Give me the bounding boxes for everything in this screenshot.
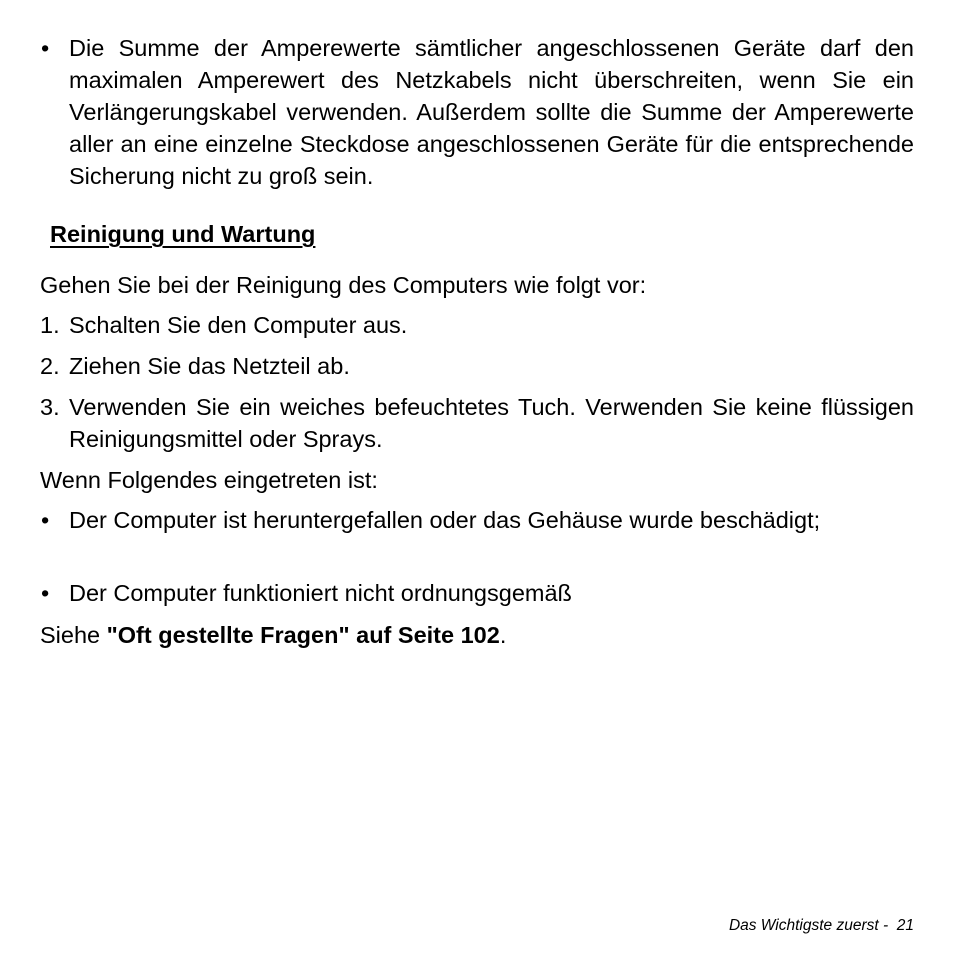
bullet-text: Die Summe der Amperewerte sämtlicher angeschlossenen Geräte darf den maximalen Amperewert des Netzkabels nicht überschreiten, wenn Sie ein Verlängerungskabel verwenden. Außerdem sollte die Summe der Amperewerte aller an eine einzelne Steckdose angeschlossenen Geräte für die entsprechende Sicherung nicht zu groß sein. (69, 35, 914, 189)
condition-intro: Wenn Folgendes eingetreten ist: (40, 467, 378, 493)
condition-item-2 (40, 577, 914, 609)
faq-cross-reference-link[interactable]: "Oft gestellte Fragen" auf Seite 102 (106, 622, 500, 648)
bullet-marker: • (41, 35, 50, 61)
see-suffix: . (499, 622, 507, 648)
bullet-item-power-rating (40, 32, 914, 192)
step-number: 3. (40, 394, 60, 420)
page-footer: Das Wichtigste zuerst - 21 (728, 917, 914, 934)
see-reference (40, 619, 506, 651)
step-text: Ziehen Sie das Netzteil ab. (69, 353, 350, 379)
step-number: 1. (40, 312, 60, 338)
step-item-3 (40, 391, 914, 455)
bullet-marker: • (41, 580, 50, 606)
condition-text: Der Computer ist heruntergefallen oder das Gehäuse wurde beschädigt; (69, 507, 821, 533)
section-heading: Reinigung und Wartung (50, 221, 316, 247)
step-item-1 (40, 309, 914, 341)
step-item-2 (40, 350, 914, 382)
step-text: Verwenden Sie ein weiches befeuchtetes Tuch. Verwenden Sie keine flüssigen Reinigungsmittel oder Sprays. (69, 394, 914, 452)
intro-text: Gehen Sie bei der Reinigung des Computers wie folgt vor: (40, 272, 647, 298)
step-number: 2. (40, 353, 60, 379)
condition-text: Der Computer funktioniert nicht ordnungsgemäß (69, 580, 572, 606)
bullet-marker: • (41, 507, 50, 533)
see-prefix: Siehe (40, 622, 107, 648)
step-text: Schalten Sie den Computer aus. (69, 312, 408, 338)
condition-item-1 (40, 504, 914, 536)
